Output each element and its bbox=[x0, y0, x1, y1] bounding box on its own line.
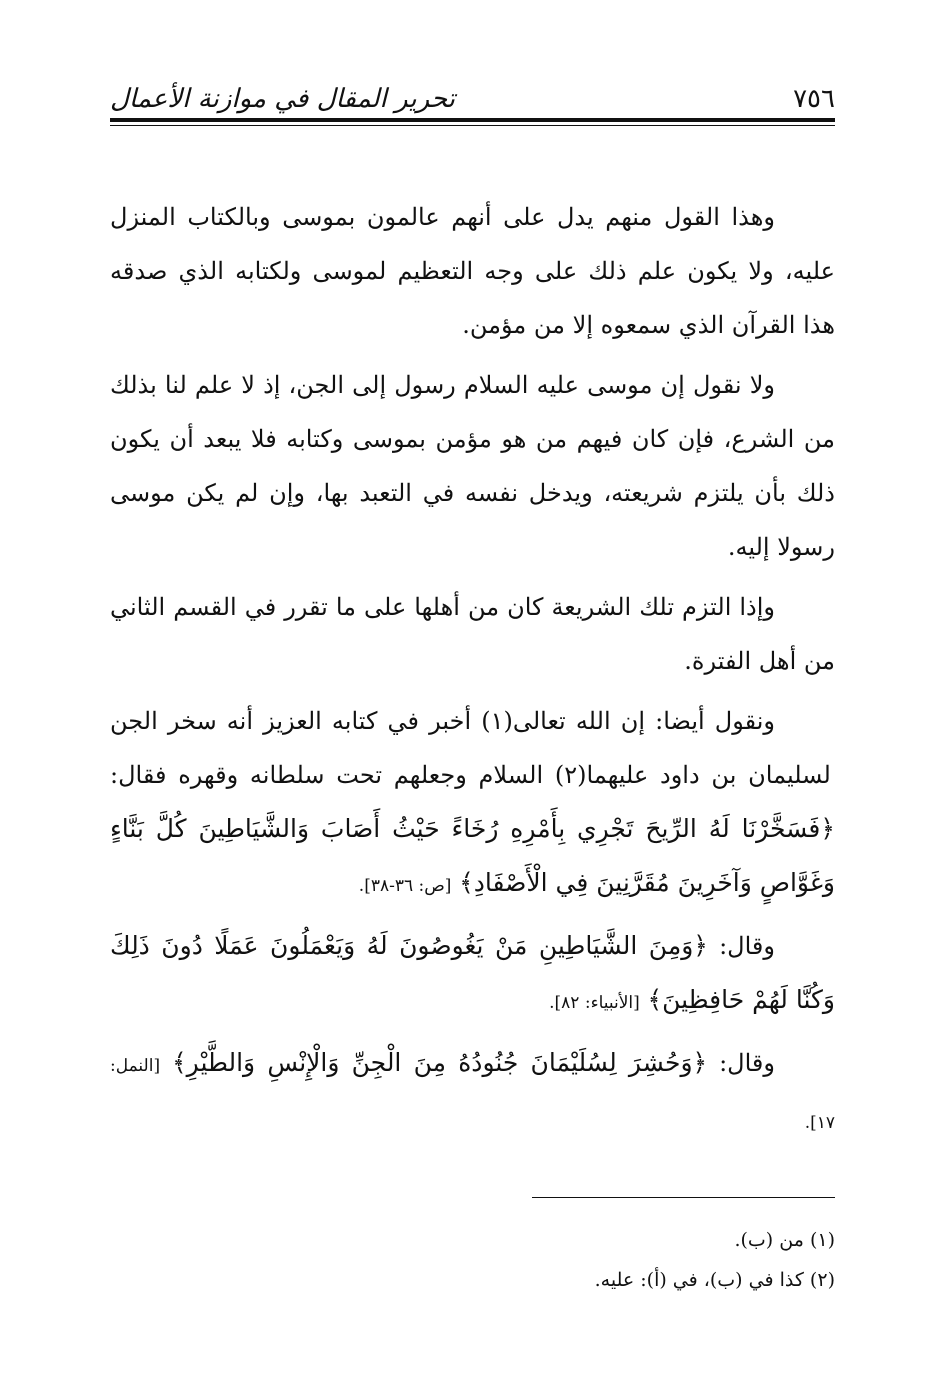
paragraph-text: وقال: bbox=[707, 932, 775, 960]
paragraph-text: وهذا القول منهم يدل على أنهم عالمون بموسى وبالكتاب المنزل عليه، ولا يكون علم ذلك على وجه التعظيم لموسى ولكتابه الذي صدقه هذا القرآن الذي سمعوه إلا من مؤمن. bbox=[110, 203, 835, 339]
page-number: ٧٥٦ bbox=[793, 84, 835, 114]
verse-reference: [الأنبياء: ٨٢]. bbox=[549, 993, 640, 1013]
paragraph-text: وقال: bbox=[707, 1049, 775, 1077]
running-title: تحرير المقال في موازنة الأعمال bbox=[110, 84, 455, 114]
header-rule-thin bbox=[110, 125, 835, 126]
footnote: (٢) كذا في (ب)، في (أ): عليه. bbox=[594, 1269, 835, 1291]
paragraph-text: ونقول أيضا: إن الله تعالى(١) أخبر في كتابه العزيز أنه سخر الجن لسليمان بن داود عليهما(٢) السلام وجعلهم تحت سلطانه وقهره فقال: bbox=[110, 707, 831, 789]
footnote-separator bbox=[532, 1197, 835, 1198]
page-header bbox=[110, 70, 835, 114]
paragraph bbox=[110, 358, 835, 574]
main-text bbox=[110, 190, 835, 1156]
paragraph bbox=[110, 694, 835, 913]
quran-verse: ﴿وَمِنَ الشَّيَاطِينِ مَنْ يَغُوصُونَ لَهُ وَيَعْمَلُونَ عَمَلًا دُونَ ذَلِكَ وَكُنَّا لَهُمْ حَافِظِينَ﴾ bbox=[110, 931, 835, 1014]
paragraph-text: وإذا التزم تلك الشريعة كان من أهلها على ما تقرر في القسم الثاني من أهل الفترة. bbox=[110, 593, 835, 675]
verse-reference: [ص: ٣٦-٣٨]. bbox=[358, 876, 452, 896]
footnote: (١) من (ب). bbox=[734, 1229, 835, 1251]
footnotes bbox=[110, 1220, 835, 1300]
quran-verse: ﴿فَسَخَّرْنَا لَهُ الرِّيحَ تَجْرِي بِأَمْرِهِ رُخَاءً حَيْثُ أَصَابَ وَالشَّيَاطِينَ كُلَّ بَنَّاءٍ وَغَوَّاصٍ وَآخَرِينَ مُقَرَّنِينَ فِي الْأَصْفَادِ﴾ bbox=[110, 814, 835, 897]
paragraph-text: ولا نقول إن موسى عليه السلام رسول إلى الجن، إذ لا علم لنا بذلك من الشرع، فإن كان فيهم من هو مؤمن بموسى وكتابه فلا يبعد أن يكون ذلك بأن يلتزم شريعته، ويدخل نفسه في التعبد بها، وإن لم يكن موسى رسولا إليه. bbox=[110, 371, 836, 561]
paragraph bbox=[110, 580, 835, 688]
paragraph bbox=[110, 190, 835, 352]
paragraph bbox=[110, 1036, 835, 1150]
paragraph bbox=[110, 919, 835, 1030]
verse-reference: [النمل: ١٧]. bbox=[110, 1056, 835, 1133]
header-rule-thick bbox=[110, 118, 835, 122]
quran-verse: ﴿وَحُشِرَ لِسُلَيْمَانَ جُنُودُهُ مِنَ الْجِنِّ وَالْإِنْسِ وَالطَّيْرِ﴾ bbox=[172, 1048, 708, 1077]
